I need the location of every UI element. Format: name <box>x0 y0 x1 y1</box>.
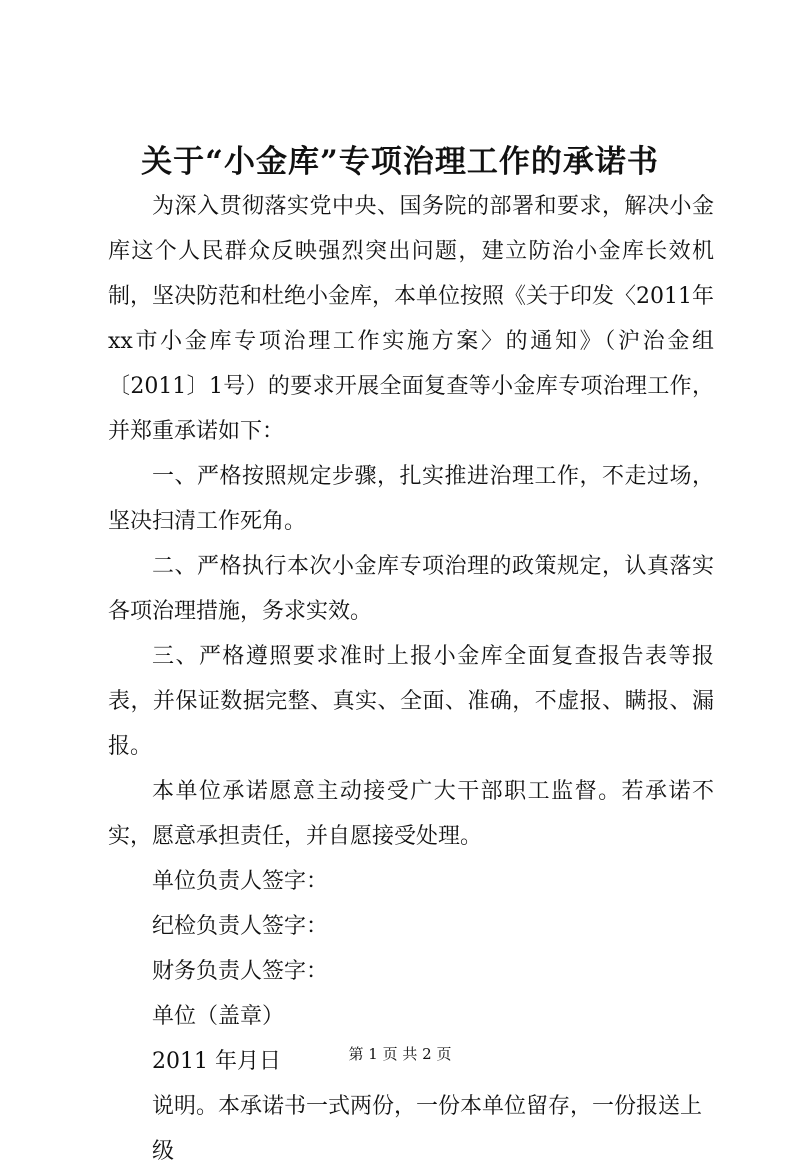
commitment-item-3: 三、严格遵照要求准时上报小金库全面复查报告表等报表，并保证数据完整、真实、全面、准确，不虚报、瞒报、漏报。 <box>108 644 714 759</box>
document-title: 关于“小金库”专项治理工作的承诺书 <box>141 144 659 180</box>
unit-head-signature-line: 单位负责人签字： <box>152 869 329 894</box>
finance-head-signature-line: 财务负责人签字： <box>152 959 329 984</box>
supervision-paragraph: 本单位承诺愿意主动接受广大干部职工监督。若承诺不实，愿意承担责任，并自愿接受处理。 <box>108 779 714 849</box>
document-body <box>108 184 714 1174</box>
commitment-item-1: 一、严格按照规定步骤，扎实推进治理工作，不走过场，坚决扫清工作死角。 <box>108 464 714 534</box>
date-line: 2011 年月日 <box>152 1049 281 1074</box>
note-line: 说明。本承诺书一式两份，一份本单位留存，一份报送上级 <box>152 1094 703 1164</box>
intro-paragraph: 为深入贯彻落实党中央、国务院的部署和要求，解决小金库这个人民群众反映强烈突出问题，建立防治小金库长效机制，坚决防范和杜绝小金库，本单位按照《关于印发〈2011年xx市小金库专项治理工作实施方案〉的通知》（沪治金组〔2011〕1号）的要求开展全面复查等小金库专项治理工作，并郑重承诺如下： <box>108 194 714 444</box>
unit-seal-line: 单位（盖章） <box>152 1004 285 1029</box>
discipline-head-signature-line: 纪检负责人签字： <box>152 914 329 939</box>
commitment-item-2: 二、严格执行本次小金库专项治理的政策规定，认真落实各项治理措施，务求实效。 <box>108 554 714 624</box>
page-footer: 第 1 页 共 2 页 <box>348 1045 452 1063</box>
